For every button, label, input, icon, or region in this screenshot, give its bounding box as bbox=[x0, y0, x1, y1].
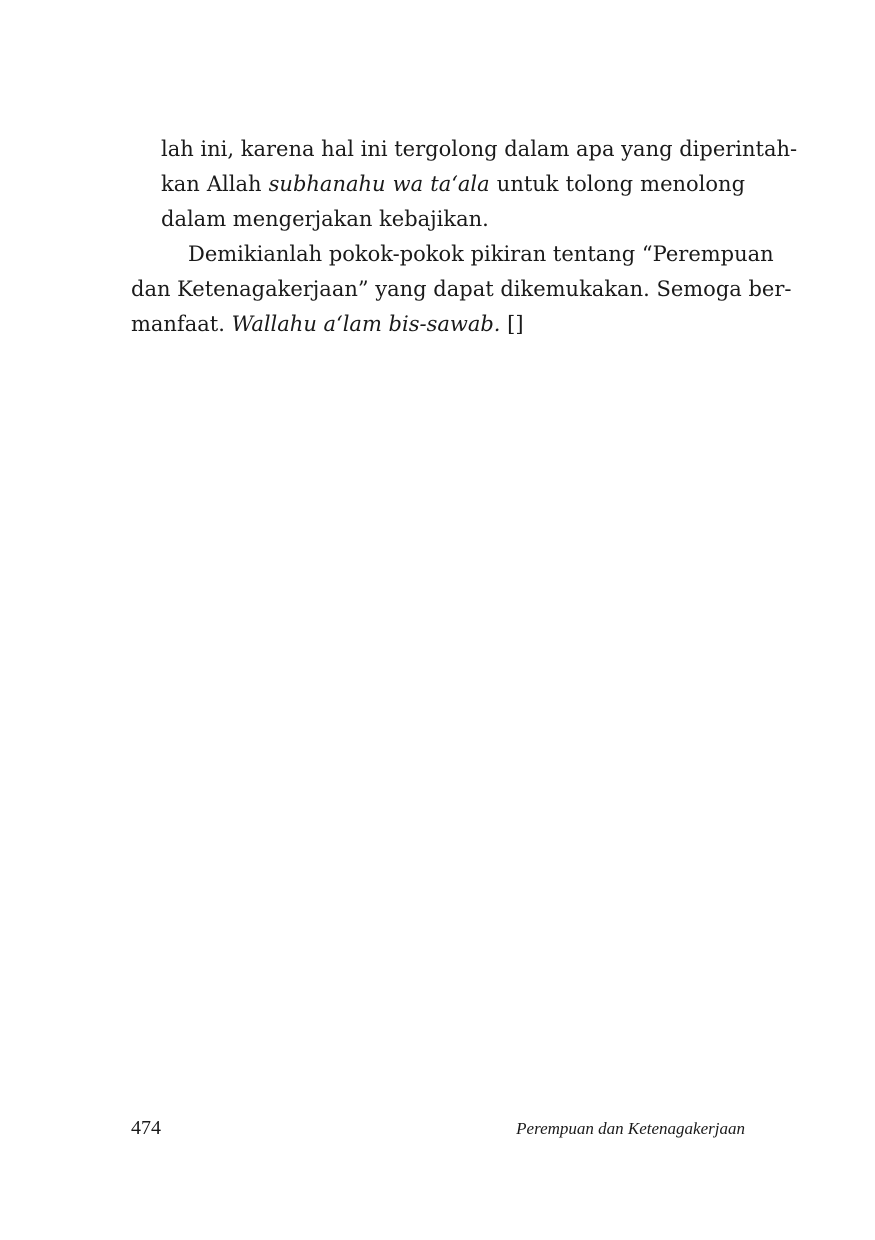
page-footer bbox=[131, 1117, 745, 1145]
text-span: manfaat. bbox=[131, 312, 232, 336]
running-title: Perempuan dan Ketenagakerjaan bbox=[516, 1119, 745, 1138]
page-number: 474 bbox=[131, 1117, 161, 1139]
text-line bbox=[161, 167, 745, 202]
paragraph-closing bbox=[131, 237, 792, 342]
italic-phrase: subhanahu wa ta‘ala bbox=[268, 172, 490, 196]
text-line bbox=[131, 307, 745, 342]
paragraph-continuation bbox=[131, 132, 798, 237]
text-line: lah ini, karena hal ini tergolong dalam apa yang diperintah- bbox=[161, 137, 798, 161]
text-line: Demikianlah pokok-pokok pikiran tentang “Perempuan bbox=[188, 242, 774, 266]
text-line: dan Ketenagakerjaan” yang dapat dikemukakan. Semoga ber- bbox=[131, 277, 792, 301]
text-span: kan Allah bbox=[161, 172, 269, 196]
italic-phrase: Wallahu a‘lam bis-sawab. bbox=[231, 312, 501, 336]
text-span: [] bbox=[500, 312, 524, 336]
text-span: untuk tolong menolong bbox=[489, 172, 746, 196]
text-line: dalam mengerjakan kebajikan. bbox=[161, 207, 489, 231]
page-body bbox=[131, 132, 798, 342]
